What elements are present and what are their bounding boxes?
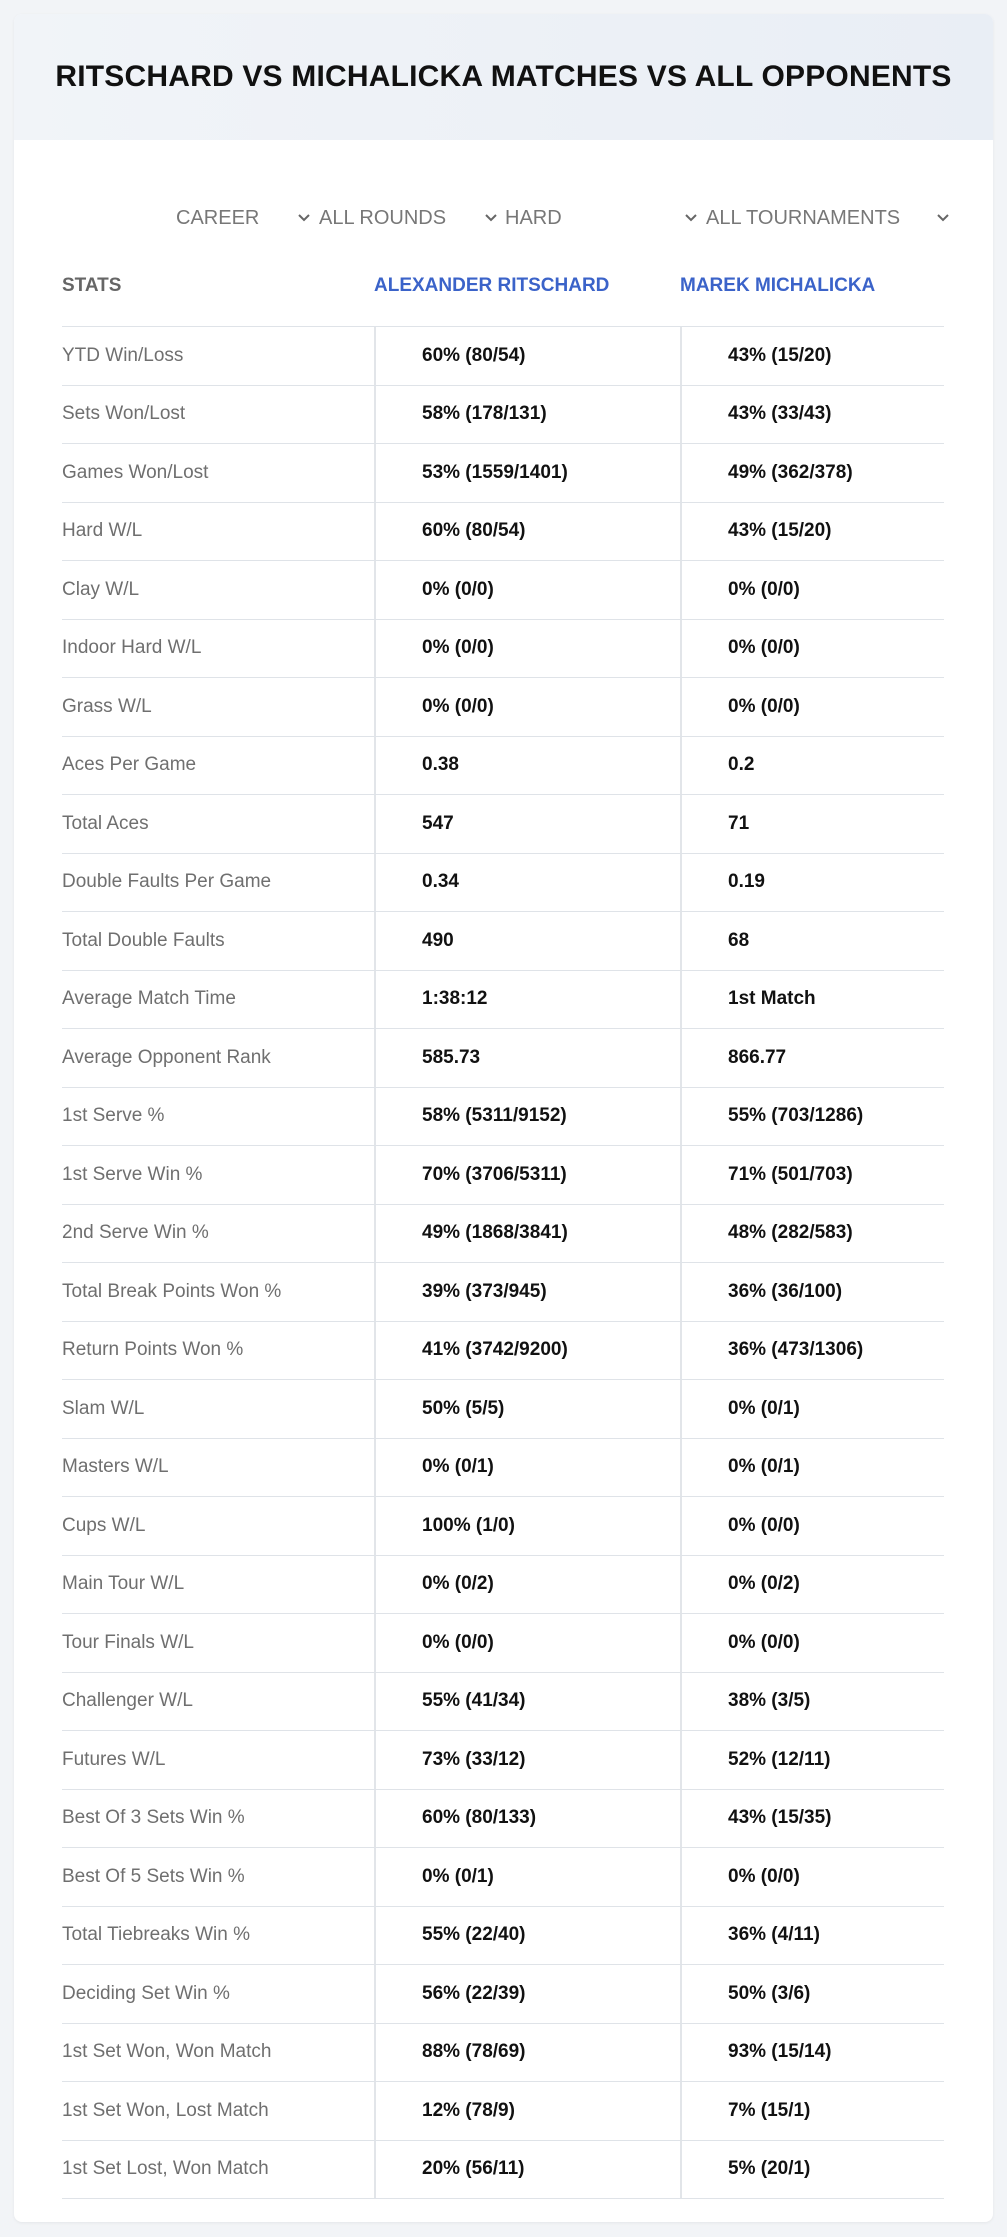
player-2-value: 36% (36/100) (680, 1263, 944, 1321)
table-row (62, 1088, 944, 1147)
player-1-value: 73% (33/12) (374, 1731, 680, 1789)
player-2-value: 36% (4/11) (680, 1907, 944, 1965)
table-row (62, 971, 944, 1030)
stat-label: Total Tiebreaks Win % (62, 1924, 250, 1946)
filter-tournaments-select[interactable] (706, 190, 949, 246)
table-row (62, 561, 944, 620)
chevron-down-icon (685, 212, 697, 224)
table-row (62, 2082, 944, 2141)
player-1-value: 50% (5/5) (374, 1380, 680, 1438)
table-row (62, 327, 944, 386)
stat-label: Main Tour W/L (62, 1573, 185, 1595)
player-2-value: 0% (0/0) (680, 1614, 944, 1672)
player-2-value: 0% (0/0) (680, 1848, 944, 1906)
page-title: RITSCHARD VS MICHALICKA MATCHES VS ALL OPPONENTS (55, 60, 952, 93)
table-row (62, 620, 944, 679)
stat-label: Best Of 3 Sets Win % (62, 1807, 245, 1829)
player-2-value: 50% (3/6) (680, 1965, 944, 2023)
table-row (62, 1556, 944, 1615)
player-1-value: 20% (56/11) (374, 2141, 680, 2199)
table-row (62, 1205, 944, 1264)
chevron-down-icon (485, 212, 497, 224)
player-1-value: 12% (78/9) (374, 2082, 680, 2140)
table-row (62, 678, 944, 737)
page-header (14, 14, 993, 140)
stat-label: Double Faults Per Game (62, 871, 272, 893)
player-1-value: 56% (22/39) (374, 1965, 680, 2023)
stat-label: Sets Won/Lost (62, 403, 186, 425)
player-1-value: 0% (0/0) (374, 561, 680, 619)
filter-surface-select[interactable] (505, 190, 697, 246)
table-row (62, 1731, 944, 1790)
header-player-1-link[interactable]: ALEXANDER RITSCHARD (374, 275, 610, 296)
table-row (62, 386, 944, 445)
stat-label: Total Double Faults (62, 929, 225, 951)
filter-surface-label: HARD (505, 206, 562, 229)
player-2-value: 68 (680, 912, 944, 970)
table-row (62, 1497, 944, 1556)
table-row (62, 1322, 944, 1381)
stat-label: Games Won/Lost (62, 461, 209, 483)
player-2-value: 71% (501/703) (680, 1146, 944, 1204)
table-header (62, 246, 944, 327)
player-1-value: 0.34 (374, 854, 680, 912)
chevron-down-icon (937, 212, 949, 224)
player-1-value: 0% (0/0) (374, 678, 680, 736)
stat-label: Cups W/L (62, 1514, 146, 1536)
player-2-value: 0% (0/0) (680, 678, 944, 736)
table-row (62, 795, 944, 854)
stat-label: Indoor Hard W/L (62, 637, 202, 659)
player-1-value: 58% (178/131) (374, 386, 680, 444)
player-1-value: 41% (3742/9200) (374, 1322, 680, 1380)
player-2-value: 71 (680, 795, 944, 853)
player-2-value: 43% (33/43) (680, 386, 944, 444)
filter-period-label: CAREER (176, 206, 260, 229)
stat-label: 1st Serve Win % (62, 1163, 203, 1185)
player-1-value: 0% (0/1) (374, 1848, 680, 1906)
filter-period-select[interactable] (176, 190, 310, 246)
player-2-value: 0% (0/1) (680, 1380, 944, 1438)
stat-label: YTD Win/Loss (62, 344, 184, 366)
filter-rounds-select[interactable] (319, 190, 497, 246)
stat-label: Best Of 5 Sets Win % (62, 1865, 245, 1887)
header-stats: STATS (62, 275, 122, 296)
stat-label: Futures W/L (62, 1748, 166, 1770)
stat-label: Hard W/L (62, 520, 143, 542)
player-2-value: 43% (15/20) (680, 327, 944, 385)
player-1-value: 585.73 (374, 1029, 680, 1087)
player-1-value: 88% (78/69) (374, 2024, 680, 2082)
table-body (62, 327, 944, 2199)
player-2-value: 43% (15/20) (680, 503, 944, 561)
player-2-value: 5% (20/1) (680, 2141, 944, 2199)
table-row (62, 1673, 944, 1732)
table-row (62, 1907, 944, 1966)
player-2-value: 52% (12/11) (680, 1731, 944, 1789)
table-row (62, 737, 944, 796)
stat-label: Deciding Set Win % (62, 1982, 230, 2004)
player-2-value: 0.2 (680, 737, 944, 795)
player-1-value: 60% (80/133) (374, 1790, 680, 1848)
stat-label: Aces Per Game (62, 754, 197, 776)
table-row (62, 1029, 944, 1088)
chevron-down-icon (298, 212, 310, 224)
stat-label: Average Opponent Rank (62, 1046, 271, 1068)
player-2-value: 0% (0/0) (680, 1497, 944, 1555)
table-row (62, 912, 944, 971)
stat-label: Clay W/L (62, 578, 140, 600)
stat-label: Tour Finals W/L (62, 1631, 194, 1653)
player-1-value: 0% (0/2) (374, 1556, 680, 1614)
stat-label: 1st Set Won, Lost Match (62, 2099, 269, 2121)
stat-label: Total Break Points Won % (62, 1280, 282, 1302)
table-row (62, 1614, 944, 1673)
player-2-value: 0% (0/1) (680, 1439, 944, 1497)
table-row (62, 1965, 944, 2024)
player-2-value: 48% (282/583) (680, 1205, 944, 1263)
filters-bar (14, 190, 993, 246)
player-2-value: 55% (703/1286) (680, 1088, 944, 1146)
header-player-2-link[interactable]: MAREK MICHALICKA (680, 275, 876, 296)
player-1-value: 0% (0/0) (374, 620, 680, 678)
player-2-value: 43% (15/35) (680, 1790, 944, 1848)
table-row (62, 1439, 944, 1498)
table-row (62, 1380, 944, 1439)
table-row (62, 444, 944, 503)
table-row (62, 1146, 944, 1205)
table-row (62, 2024, 944, 2083)
player-1-value: 49% (1868/3841) (374, 1205, 680, 1263)
player-2-value: 7% (15/1) (680, 2082, 944, 2140)
filter-rounds-label: ALL ROUNDS (319, 206, 447, 229)
player-1-value: 547 (374, 795, 680, 853)
stat-label: Challenger W/L (62, 1690, 193, 1712)
player-2-value: 49% (362/378) (680, 444, 944, 502)
player-1-value: 100% (1/0) (374, 1497, 680, 1555)
player-1-value: 0% (0/0) (374, 1614, 680, 1672)
player-2-value: 0% (0/2) (680, 1556, 944, 1614)
player-1-value: 39% (373/945) (374, 1263, 680, 1321)
table-row (62, 503, 944, 562)
stat-label: Masters W/L (62, 1456, 169, 1478)
stat-label: 1st Set Won, Won Match (62, 2041, 272, 2063)
player-1-value: 60% (80/54) (374, 503, 680, 561)
table-row (62, 1848, 944, 1907)
player-2-value: 0% (0/0) (680, 561, 944, 619)
player-2-value: 1st Match (680, 971, 944, 1029)
stat-label: Return Points Won % (62, 1339, 244, 1361)
player-1-value: 0.38 (374, 737, 680, 795)
stats-table (62, 246, 944, 2199)
player-2-value: 0% (0/0) (680, 620, 944, 678)
player-2-value: 36% (473/1306) (680, 1322, 944, 1380)
player-2-value: 93% (15/14) (680, 2024, 944, 2082)
stat-label: Total Aces (62, 812, 149, 834)
table-row (62, 1790, 944, 1849)
player-2-value: 866.77 (680, 1029, 944, 1087)
comparison-card (14, 14, 993, 2222)
player-1-value: 55% (22/40) (374, 1907, 680, 1965)
player-2-value: 0.19 (680, 854, 944, 912)
table-row (62, 854, 944, 913)
stat-label: 1st Serve % (62, 1105, 165, 1127)
table-row (62, 2141, 944, 2200)
stat-label: Slam W/L (62, 1397, 145, 1419)
filter-tournaments-label: ALL TOURNAMENTS (706, 206, 901, 229)
stat-label: Average Match Time (62, 988, 236, 1010)
player-1-value: 70% (3706/5311) (374, 1146, 680, 1204)
stat-label: 1st Set Lost, Won Match (62, 2158, 269, 2180)
player-1-value: 490 (374, 912, 680, 970)
player-1-value: 53% (1559/1401) (374, 444, 680, 502)
player-1-value: 60% (80/54) (374, 327, 680, 385)
player-1-value: 58% (5311/9152) (374, 1088, 680, 1146)
stat-label: Grass W/L (62, 695, 152, 717)
player-1-value: 0% (0/1) (374, 1439, 680, 1497)
player-1-value: 55% (41/34) (374, 1673, 680, 1731)
player-1-value: 1:38:12 (374, 971, 680, 1029)
stat-label: 2nd Serve Win % (62, 1222, 209, 1244)
player-2-value: 38% (3/5) (680, 1673, 944, 1731)
table-row (62, 1263, 944, 1322)
